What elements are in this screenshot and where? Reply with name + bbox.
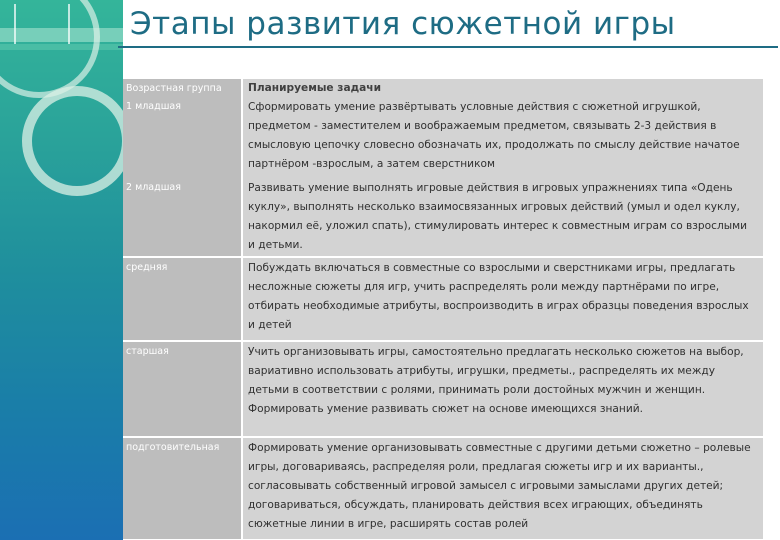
group-cell: 2 младшая <box>123 178 241 256</box>
table-row <box>123 342 763 436</box>
stages-table <box>123 79 763 539</box>
tasks-cell: Развивать умение выполнять игровые действия в игровых упражнениях типа «Одень куклу», выполнять несколько взаимосвязанных игровых действий (умыл и одел куклу, накормил её, уложил спать), стимулировать интерес к совместным играм со взрослыми и детьми. <box>243 178 763 256</box>
table-row <box>123 178 763 256</box>
tasks-cell: Формировать умение организовывать совместные с другими детьми сюжетно – ролевые игры, договариваясь, распределяя роли, предлагая сюжеты игр и их варианты., согласовывать собственный игровой замысел с игровыми замыслами других детей; договариваться, обсуждать, планировать действия всех играющих, объединять сюжетные линии в игре, расширять состав ролей <box>243 438 763 539</box>
group-cell: 1 младшая <box>123 97 241 196</box>
decorative-circle <box>0 0 100 98</box>
group-cell: средняя <box>123 258 241 340</box>
table-row <box>123 258 763 340</box>
slide-title: Этапы развития сюжетной игры <box>130 6 676 42</box>
table-row <box>123 438 763 539</box>
group-cell: подготовительная <box>123 438 241 539</box>
header-cell-tasks: Планируемые задачи <box>243 79 763 97</box>
header-cell-group: Возрастная группа <box>123 79 241 97</box>
tasks-cell: Побуждать включаться в совместные со взрослыми и сверстниками игры, предлагать несложные сюжеты для игр, учить распределять роли между партнёрами по игре, отбирать необходимые атрибуты, воспроизводить в играх образцы поведения взрослых и детей <box>243 258 763 340</box>
group-cell: старшая <box>123 342 241 436</box>
tasks-cell: Учить организовывать игры, самостоятельно предлагать несколько сюжетов на выбор, вариативно использовать атрибуты, игрушки, предметы., распределять их между детьми в соответствии с ролями, принимать роли достойных мужчин и женщин. Формировать умение развивать сюжет на основе имеющихся знаний. <box>243 342 763 436</box>
tasks-cell: Сформировать умение развёртывать условные действия с сюжетной игрушкой, предметом - заместителем и воображаемым предметом, связывать 2-3 действия в смысловую цепочку словесно обозначать их, продолжать по смыслу действие начатое партнёром -взрослым, а затем сверстником <box>243 97 763 196</box>
decorative-side-band <box>0 0 123 540</box>
decorative-circle <box>22 86 132 196</box>
title-underline <box>118 46 778 48</box>
table-header-row <box>123 79 763 97</box>
